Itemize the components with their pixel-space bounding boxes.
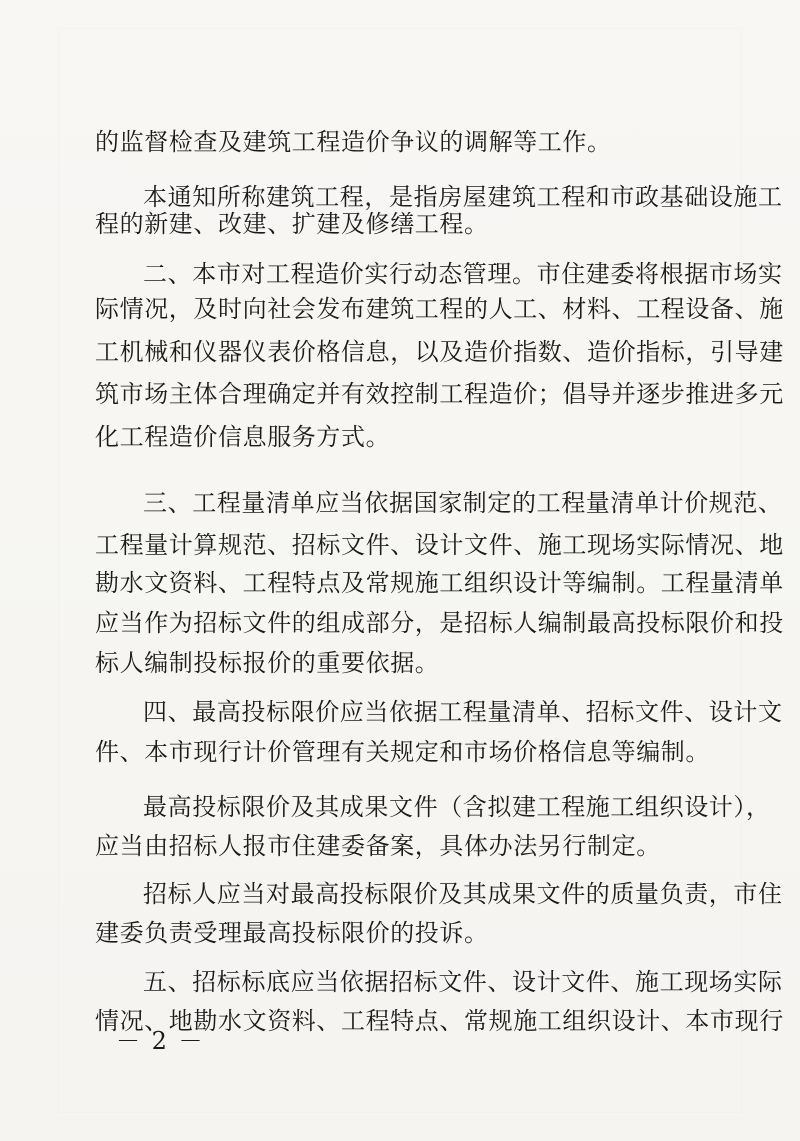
page-number: － 2 － [116, 1027, 205, 1055]
paragraph-line-1: 的监督检查及建筑工程造价争议的调解等工作。 [95, 128, 612, 156]
paragraph-line-7: 筑市场主体合理确定并有效控制工程造价；倡导并逐步推进多元 [95, 380, 784, 408]
paragraph-line-8: 化工程造价信息服务方式。 [95, 423, 391, 451]
paragraph-line-18: 招标人应当对最高投标限价及其成果文件的质量负责，市住 [143, 880, 783, 908]
paragraph-line-12: 应当作为招标文件的组成部分，是招标人编制最高投标限价和投 [95, 609, 784, 637]
paragraph-line-13: 标人编制投标报价的重要依据。 [95, 649, 440, 677]
paragraph-line-9: 三、工程量清单应当依据国家制定的工程量清单计价规范、 [143, 489, 783, 517]
paragraph-line-16: 最高投标限价及其成果文件（含拟建工程施工组织设计）， [143, 793, 771, 821]
paragraph-line-15: 件、本市现行计价管理有关规定和市场价格信息等编制。 [95, 738, 710, 766]
paragraph-line-11: 勘水文资料、工程特点及常规施工组织设计等编制。工程量清单 [95, 569, 784, 597]
paragraph-line-17: 应当由招标人报市住建委备案，具体办法另行制定。 [95, 832, 661, 860]
paragraph-line-14: 四、最高投标限价应当依据工程量清单、招标文件、设计文 [143, 698, 783, 726]
paragraph-line-3: 程的新建、改建、扩建及修缮工程。 [95, 210, 489, 238]
paragraph-line-10: 工程量计算规范、招标文件、设计文件、施工现场实际情况、地 [95, 531, 784, 559]
paragraph-line-20: 五、招标标底应当依据招标文件、设计文件、施工现场实际 [143, 968, 783, 996]
paragraph-line-4: 二、本市对工程造价实行动态管理。市住建委将根据市场实 [143, 260, 783, 288]
paragraph-line-21: 情况、地勘水文资料、工程特点、常规施工组织设计、本市现行 [95, 1007, 784, 1035]
paragraph-line-2: 本通知所称建筑工程，是指房屋建筑工程和市政基础设施工 [143, 183, 783, 211]
paragraph-line-5: 际情况，及时向社会发布建筑工程的人工、材料、工程设备、施 [95, 295, 784, 323]
paragraph-line-6: 工机械和仪器仪表价格信息，以及造价指数、造价指标，引导建 [95, 338, 784, 366]
paragraph-line-19: 建委负责受理最高投标限价的投诉。 [95, 919, 489, 947]
